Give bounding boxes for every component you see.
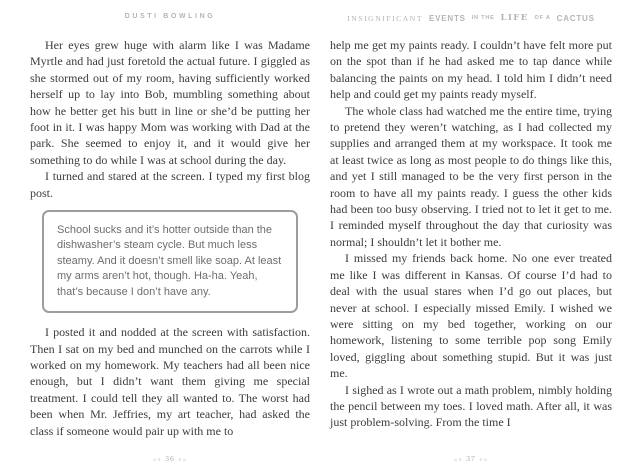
paragraph: I missed my friends back home. No one ever treated me like I was different in Kansas. Of course I’d had to deal with the usual stares when I’d go out places, but never at school. I especially missed Emily. I wished we were sitting on my bed together, working on our homework, listening to some terrible pop song Emily loved, giggling about something stupid. But it was just me. xyxy=(330,251,612,381)
title-word-events: EVENTS xyxy=(428,13,466,23)
paragraph: The whole class had watched me the entire time, trying to pretend they weren’t watching, as I had collected my supplies and arranged them at my workspace. It took me at least twice as long as most people to do things like this, and yet I still managed to be the very first person in the room to have all my paints ready. I guess the other kids had been too busy observing. I tried not to let it get to me. I reminded myself throughout the day that curiosity was normal; I shouldn’t let it bother me. xyxy=(330,103,612,249)
right-page-body xyxy=(330,37,612,431)
paragraph: Her eyes grew huge with alarm like I was Madame Myrtle and had just foretold the actual future. I giggled as she stormed out of my room, having sufficiently worked herself up to lay into Bob, mumbling something about how he better get his butt in line or she’d be putting her foot in it. I was happy Mom was working with Dad at the park. She seemed to enjoy it, and it would give her something to do while I was at school during the day. xyxy=(30,38,310,167)
title-word-in-the: IN THE xyxy=(471,15,495,21)
blog-post-box xyxy=(42,210,298,313)
folio-ornament-left: «∘ xyxy=(453,456,464,463)
page-number-left xyxy=(30,454,310,463)
title-word-of-a: OF A xyxy=(534,15,551,21)
page-number-right xyxy=(330,454,612,463)
title-word-cactus: CACTUS xyxy=(556,13,595,23)
paragraph-continuation: help me get my paints ready. I couldn’t have felt more put on the spot than if he had asked me to tap dance while balancing the paints on my head. I told him I didn’t need help and could get my paints ready myself. xyxy=(330,38,612,102)
blog-post-text: School sucks and it’s hotter outside than the dishwasher’s steam cycle. But much less steamy. And it doesn’t smell like soap. At least my arms aren’t hot, though. Ha-ha. Yeah, that’s because I don’t have any. xyxy=(57,224,282,298)
paragraph: I turned and stared at the screen. I typed my first blog post. xyxy=(30,169,310,200)
folio-ornament-right: ∘» xyxy=(478,456,489,463)
folio-ornament-left: «∘ xyxy=(152,456,163,463)
running-header-book-title xyxy=(330,13,612,23)
folio-ornament-right: ∘» xyxy=(177,456,188,463)
folio-number: 36 xyxy=(165,454,175,463)
title-word-insignificant: INSIGNIFICANT xyxy=(347,13,424,23)
title-word-life: LIFE xyxy=(500,13,529,23)
paragraph: I posted it and nodded at the screen with satisfaction. Then I sat on my bed and munched on the carrots while I worked on my homework. My teachers had all been nice enough, but I didn’t want them giving me special treatment. I could tell they all wanted to. The worst had been when Mr. Jeffries, my art teacher, had asked the class if someone would pair up with me to xyxy=(30,325,310,438)
left-page-body xyxy=(30,37,310,439)
folio-number: 37 xyxy=(466,454,476,463)
right-page xyxy=(320,0,640,476)
paragraph: I sighed as I wrote out a math problem, nimbly holding the pencil between my toes. I loved math. After all, it was just problem-solving. From the time I xyxy=(330,382,612,430)
running-header-author: DUSTI BOWLING xyxy=(124,13,216,20)
